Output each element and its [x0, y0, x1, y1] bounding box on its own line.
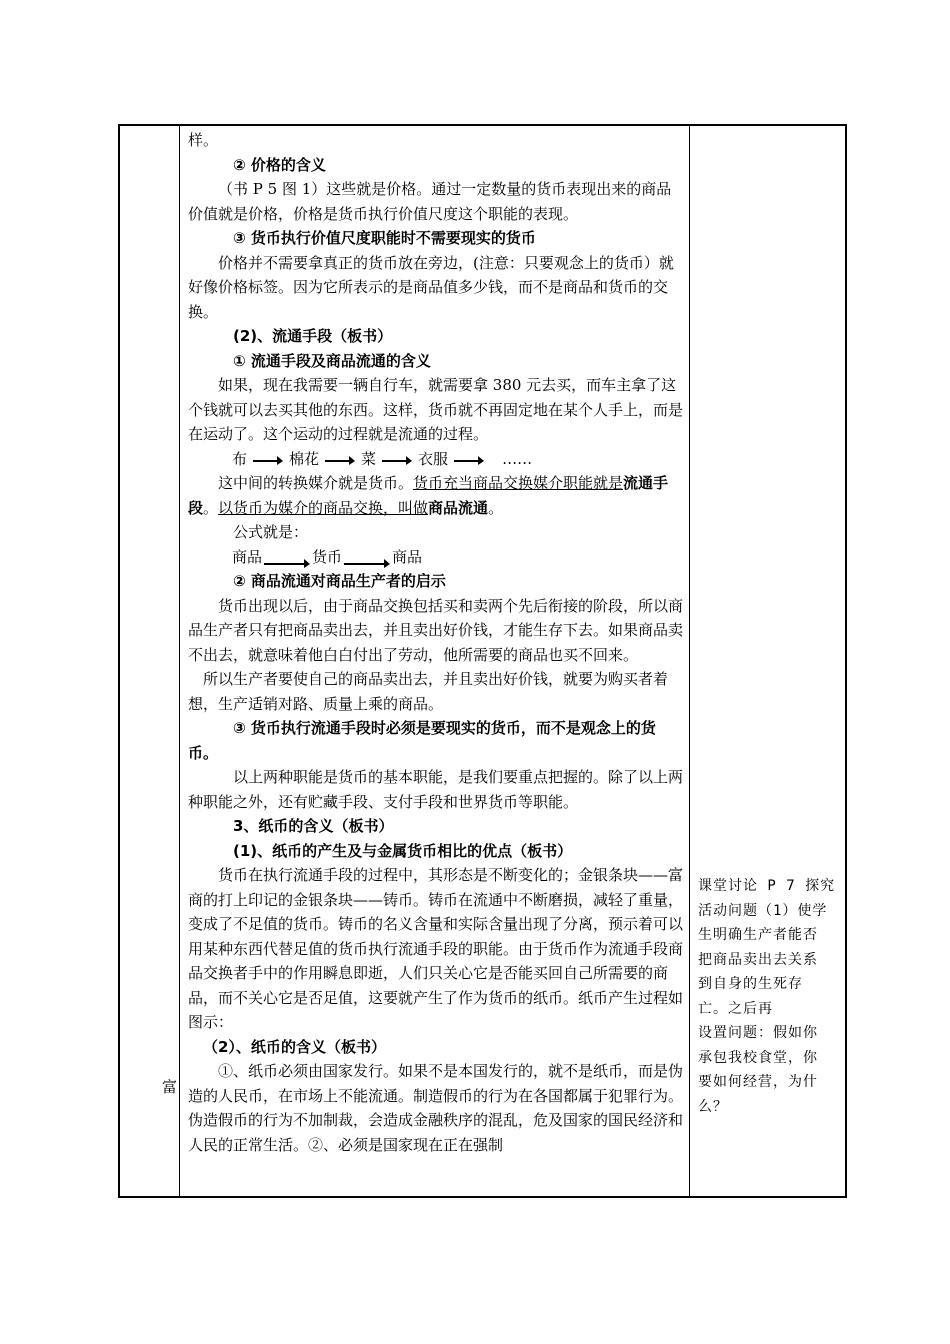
- left-column-char: 富: [162, 1078, 178, 1096]
- heading-paper-origin: (1)、纸币的产生及与金属货币相比的优点（板书）: [233, 841, 573, 860]
- left-column: [120, 126, 180, 1196]
- lesson-table: [118, 124, 847, 1198]
- arrow-icon: [325, 453, 355, 465]
- content-column: [180, 126, 690, 1196]
- term-commodity-circulation: 商品流通: [428, 498, 489, 517]
- note-line: 亡。之后再: [698, 1000, 773, 1017]
- lesson-content: [188, 128, 684, 1157]
- heading-circulation: (2)、流通手段（板书）: [233, 327, 393, 345]
- formula-item: 商品: [232, 547, 263, 566]
- paragraph-bicycle: 如果，现在我需要一辆自行车，就需要拿 380 元去买，而车主拿了这个钱就可以去买其他的东西。这样，货币就不再固定地在某个人手上，而是在运动了。这个运动的过程就是流通的过程。: [188, 376, 684, 443]
- note-line: 活动问题（1）使学: [698, 902, 828, 919]
- underlined-text: 货币充当商品交换媒介职能就是: [413, 474, 624, 492]
- heading-value-measure: ③ 货币执行价值尺度职能时不需要现实的货币: [233, 229, 536, 247]
- text-span: 这中间的转换媒介就是货币。: [218, 474, 414, 492]
- note-line: 把商品卖出去关系: [698, 951, 818, 968]
- flow-item: 衣服: [418, 449, 449, 468]
- text-span: 。: [488, 498, 504, 517]
- heading-circulation-meaning: ① 流通手段及商品流通的含义: [233, 351, 431, 370]
- paragraph-buy-sell: 货币出现以后，由于商品交换包括买和卖两个先后衔接的阶段，所以商品生产者只有把商品卖出去，并且卖出好价钱，才能生存下去。如果商品卖不出去，就意味着他白白付出了劳动，他所需要的商品也买不回来。: [188, 596, 684, 664]
- flow-item: 菜: [361, 449, 377, 468]
- note-line: 课堂讨论 P 7 探究: [698, 878, 836, 894]
- heading-paper-money: 3、纸币的含义（板书）: [233, 817, 394, 835]
- arrow-icon: [253, 453, 283, 465]
- text-line: 公式就是：: [233, 523, 309, 541]
- paragraph-price-tag: 价格并不需要拿真正的货币放在旁边，(注意：只要观念上的货币）就好像价格标签。因为它所表示的是商品值多少钱，而不是商品和货币的交换。: [188, 253, 674, 321]
- heading-enlightenment: ② 商品流通对商品生产者的启示: [233, 572, 446, 590]
- flow-item: 棉花: [289, 449, 320, 468]
- exchange-flow: [188, 447, 684, 472]
- flow-item: ……: [502, 449, 533, 468]
- arrow-icon: [454, 453, 484, 465]
- heading-price-meaning: ② 价格的含义: [233, 155, 326, 174]
- text-span: 。: [203, 498, 219, 517]
- arrow-icon: [382, 453, 412, 465]
- arrow-icon: [264, 551, 310, 563]
- heading-real-money: ③ 货币执行流通手段时必须是要现实的货币，而不是观念上的货币。: [188, 719, 656, 762]
- note-line: 承包我校食堂，你: [698, 1049, 818, 1066]
- paragraph-price: （书 P 5 图 1）这些就是价格。通过一定数量的货币表现出来的商品价值就是价格，价格是货币执行价值尺度这个职能的表现。: [188, 180, 672, 223]
- note-line: 要如何经营，为什: [698, 1074, 818, 1090]
- note-line: 生明确生产者能否: [698, 927, 818, 943]
- discussion-note: [698, 874, 838, 1119]
- paragraph-definition: [188, 471, 684, 520]
- flow-item: 布: [232, 449, 248, 468]
- term-circulation-means: 流通手段: [188, 474, 669, 517]
- underlined-text: 以货币为媒介的商品交换，叫做: [218, 498, 429, 517]
- paragraph-coin: 货币在执行流通手段的过程中，其形态是不断变化的；金银条块——富商的打上印记的金银条块——铸币。铸币在流通中不断磨损，减轻了重量，变成了不足值的货币。铸币的名义含量和实际含量出现了分离，预示着可以用某种东西代替足值的货币执行流通手段的职能。由于货币作为流通手段商品交换者手中的作用瞬息即逝，人们只关心它是否能买回自己所需要的商品，而不关心它是否足值，这要就产生了作为货币的纸币。纸币产生过程如图示：: [188, 866, 684, 1031]
- notes-column: [690, 126, 845, 1196]
- arrow-icon: [344, 551, 390, 563]
- heading-paper-meaning: （2）、纸币的含义（板书）: [203, 1037, 386, 1056]
- paragraph-basic-functions: 以上两种职能是货币的基本职能，是我们要重点把握的。除了以上两种职能之外，还有贮藏手段、支付手段和世界货币等职能。: [188, 768, 684, 811]
- note-line: 么？: [698, 1098, 728, 1115]
- formula-flow: [188, 545, 684, 570]
- paragraph-producer: 所以生产者要使自己的商品卖出去，并且卖出好价钱，就要为购买者着想，生产适销对路、质量上乘的商品。: [188, 670, 669, 713]
- note-line: 设置问题：假如你: [698, 1025, 818, 1041]
- text-line: 样。: [188, 131, 219, 149]
- formula-item: 货币: [312, 547, 343, 566]
- formula-item: 商品: [392, 547, 423, 566]
- note-line: 到自身的生死存: [698, 976, 803, 992]
- paragraph-state-issue: ①、纸币必须由国家发行。如果不是本国发行的，就不是纸币，而是伪造的人民币，在市场上不能流通。制造假币的行为在各国都属于犯罪行为。伪造假币的行为不加制裁，会造成金融秩序的混乱，危及国家的国民经济和人民的正常生活。②、必须是国家现在正在强制: [188, 1062, 684, 1154]
